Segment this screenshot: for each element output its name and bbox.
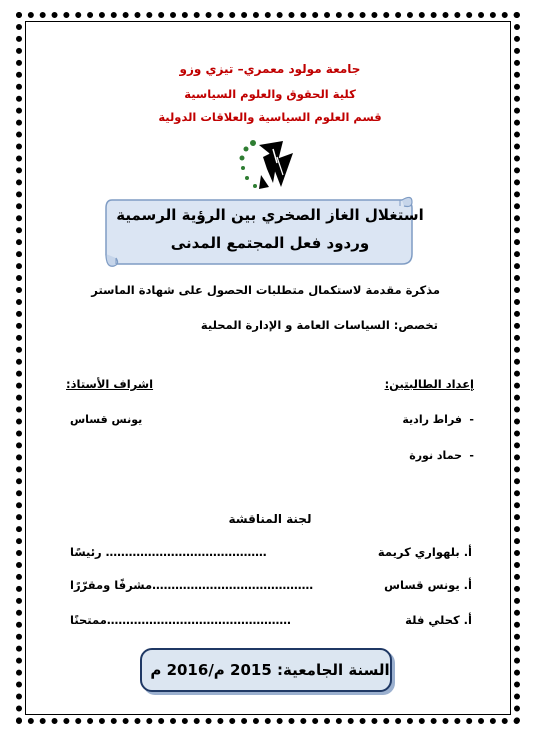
student-bullet: - (469, 413, 474, 426)
thesis-title-line-2: وردود فعل المجتمع المدنى (170, 234, 370, 252)
member-name: أ. يونس قساس (384, 578, 472, 592)
memo-description: مذكرة مقدمة لاستكمال متطلبات الحصول على شهادة الماستر (91, 283, 440, 297)
student-bullet: - (469, 449, 474, 462)
member-role: …………………………………… رئيسًا (70, 545, 267, 559)
student-name: فراط رادية (402, 413, 462, 426)
supervisor-label: اشراف الأستاذ: (66, 377, 154, 391)
faculty-name: كلية الحقوق والعلوم السياسية (184, 87, 356, 101)
committee-title: لجنة المناقشة (228, 512, 312, 526)
supervisor-name: يونس قساس (70, 413, 143, 426)
department-name: قسم العلوم السياسية والعلاقات الدولية (158, 110, 382, 124)
title-scroll-banner (100, 192, 416, 274)
member-name: أ. كحلي فلة (405, 613, 472, 627)
thesis-title-line-1: استغلال الغاز الصخري بين الرؤية الرسمية (116, 206, 424, 224)
university-logo-icon (233, 135, 305, 193)
student-name: حماد نورة (409, 449, 462, 462)
specialization: تخصص: السياسات العامة و الإدارة المحلية (200, 318, 438, 332)
university-name: جامعة مولود معمري– تيزي وزو (179, 62, 361, 76)
committee-member (70, 545, 472, 559)
member-role: …………………………………………ممتحنًا (70, 613, 291, 627)
academic-year: السنة الجامعية: 2015 م/2016 م (150, 661, 390, 679)
prepared-by-label: إعداد الطالبتين: (384, 377, 474, 391)
member-name: أ. بلهواري كريمة (377, 545, 472, 559)
committee-member (70, 613, 472, 627)
member-role: ……………………………………مشرفًا ومقرّرًا (70, 578, 314, 592)
committee-member (70, 578, 472, 592)
